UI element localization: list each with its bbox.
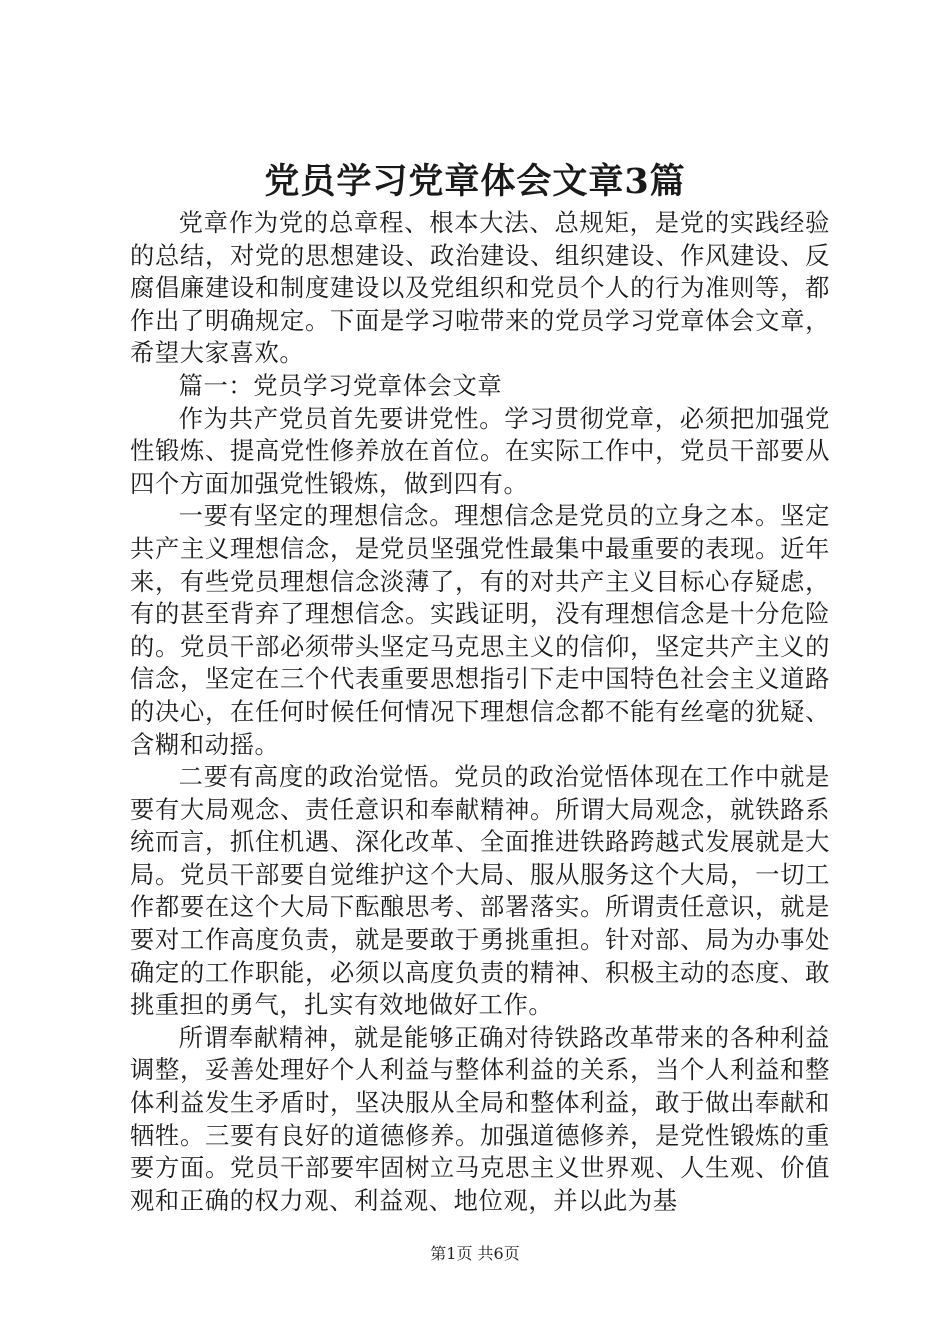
document-title: 党员学习党章体会文章3篇 — [264, 161, 686, 202]
paragraph-section-heading: 篇一：党员学习党章体会文章 — [178, 370, 503, 400]
paragraph-party-spirit: 作为共产党员首先要讲党性。学习贯彻党章，必须把加强党性锻炼、提高党性修养放在首位。在实际工作中，党员干部要从四个方面加强党性锻炼，做到四有。 — [130, 403, 830, 498]
paragraph-political-awareness: 二要有高度的政治觉悟。党员的政治觉悟体现在工作中就是要有大局观念、责任意识和奉献精神。所谓大局观念，就铁路系统而言，抓住机遇、深化改革、全面推进铁路跨越式发展就是大局。党员干部要自觉维护这个大局、服从服务这个大局，一切工作都要在这个大局下酝酿思考、部署落实。所谓责任意识，就是要对工作高度负责，就是要敢于勇挑重担。针对部、局为办事处确定的工作职能，必须以高度负责的精神、积极主动的态度、敢挑重担的勇气，扎实有效地做好工作。 — [130, 762, 830, 1020]
paragraph-ideals-belief: 一要有坚定的理想信念。理想信念是党员的立身之本。坚定共产主义理想信念，是党员坚强党性最集中最重要的表现。近年来，有些党员理想信念淡薄了，有的对共产主义目标心存疑虑，有的甚至背弃了理想信念。实践证明，没有理想信念是十分危险的。党员干部必须带头坚定马克思主义的信仰，坚定共产主义的信念，坚定在三个代表重要思想指引下走中国特色社会主义道路的决心，在任何时候任何情况下理想信念都不能有丝毫的犹疑、含糊和动摇。 — [130, 501, 830, 759]
paragraph-intro: 党章作为党的总章程、根本大法、总规矩，是党的实践经验的总结，对党的思想建设、政治建设、组织建设、作风建设、反腐倡廉建设和制度建设以及党组织和党员个人的行为准则等，都作出了明确规定。下面是学习啦带来的党员学习党章体会文章，希望大家喜欢。 — [130, 208, 830, 368]
page-number-footer: 第1页 共6页 — [430, 1244, 520, 1263]
paragraph-dedication: 所谓奉献精神，就是能够正确对待铁路改革带来的各种利益调整，妥善处理好个人利益与整体利益的关系，当个人利益和整体利益发生矛盾时，坚决服从全局和整体利益，敢于做出奉献和牺牲。三要有良好的道德修养。加强道德修养，是党性锻炼的重要方面。党员干部要牢固树立马克思主义世界观、人生观、价值观和正确的权力观、利益观、地位观，并以此为基 — [130, 1022, 830, 1215]
document-body — [130, 207, 830, 1217]
